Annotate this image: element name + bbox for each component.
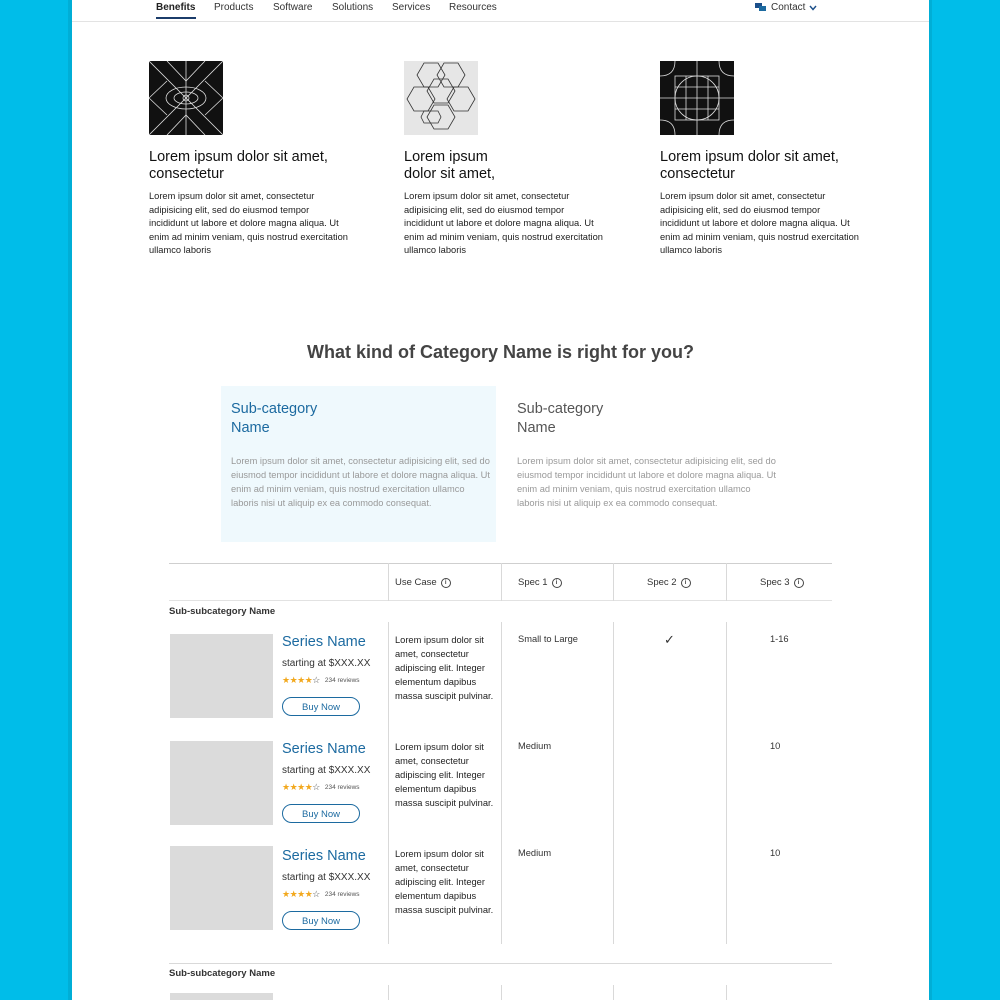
- chat-icon: [755, 3, 767, 13]
- column-header-spec-2[interactable]: [647, 577, 691, 588]
- nav-item-products[interactable]: Products: [214, 2, 254, 13]
- info-icon[interactable]: i: [681, 578, 691, 588]
- buy-now-button[interactable]: Buy Now: [282, 697, 360, 716]
- use-case-cell: Lorem ipsum dolor sit amet, consectetur adipiscing elit. Integer elementum dapibus massa suscipit pulvinar.: [395, 635, 494, 701]
- group-divider: [169, 963, 832, 964]
- use-case-cell: Lorem ipsum dolor sit amet, consectetur adipiscing elit. Integer elementum dapibus massa suscipit pulvinar.: [395, 742, 494, 808]
- column-divider: [501, 622, 502, 944]
- star-rating-icon: ★★★★☆: [282, 782, 320, 792]
- price-text: starting at $XXX.XX: [282, 658, 371, 669]
- subcategory-name: Sub-category Name: [517, 401, 604, 436]
- nav-item-services[interactable]: Services: [392, 2, 431, 13]
- nav-item-solutions[interactable]: Solutions: [332, 2, 374, 13]
- category-heading: What kind of Category Name is right for you?: [306, 342, 695, 362]
- column-divider: [726, 563, 727, 601]
- check-icon: ✓: [664, 632, 675, 647]
- info-icon[interactable]: i: [441, 578, 451, 588]
- top-nav: [72, 0, 929, 22]
- series-name-link[interactable]: Series Name: [282, 741, 366, 757]
- column-header-spec-3[interactable]: [760, 577, 804, 588]
- feature-title: Lorem ipsum dolor sit amet, consectetur: [660, 149, 839, 182]
- chevron-down-icon: [809, 5, 817, 11]
- feature-body: Lorem ipsum dolor sit amet, consectetur adipisicing elit, sed do eiusmod tempor incididunt ut labore et dolore magna aliqua. Ut enim ad minim veniam, quis nostrud exercitation ullamco laboris: [404, 191, 603, 255]
- hexagon-pattern-image: [404, 61, 478, 135]
- feature-card-2: [404, 61, 604, 258]
- feature-card-3: [660, 61, 860, 258]
- spec-1-cell: Small to Large: [518, 634, 578, 644]
- nav-item-software[interactable]: Software: [273, 2, 313, 13]
- spec-1-cell: Medium: [518, 848, 552, 858]
- column-divider: [613, 985, 614, 1000]
- price-text: starting at $XXX.XX: [282, 765, 371, 776]
- rating: [282, 889, 360, 900]
- column-divider: [388, 563, 389, 601]
- contact-label: Contact: [771, 2, 806, 13]
- feature-title: Lorem ipsum dolor sit amet, consectetur: [149, 149, 328, 182]
- circle-grid-pattern-image: [660, 61, 734, 135]
- column-divider: [501, 985, 502, 1000]
- spec-3-cell: 1-16: [770, 634, 789, 644]
- info-icon[interactable]: i: [794, 578, 804, 588]
- spec-3-cell: 10: [770, 848, 781, 858]
- info-icon[interactable]: i: [552, 578, 562, 588]
- subcategory-card[interactable]: [507, 386, 782, 542]
- buy-now-button[interactable]: Buy Now: [282, 911, 360, 930]
- column-divider: [501, 563, 502, 601]
- star-rating-icon: ★★★★☆: [282, 889, 320, 899]
- column-header-label: Spec 3: [760, 577, 790, 588]
- use-case-cell: Lorem ipsum dolor sit amet, consectetur adipiscing elit. Integer elementum dapibus massa suscipit pulvinar.: [395, 849, 494, 915]
- nav-item-benefits[interactable]: Benefits: [156, 2, 196, 13]
- subcategory-name: Sub-category Name: [231, 401, 318, 436]
- column-header-label: Spec 2: [647, 577, 677, 588]
- column-divider: [388, 622, 389, 944]
- series-name-link[interactable]: Series Name: [282, 634, 366, 650]
- subcategory-card-selected[interactable]: [221, 386, 496, 542]
- contact-button[interactable]: [755, 2, 817, 13]
- column-divider: [613, 563, 614, 601]
- nav-item-resources[interactable]: Resources: [449, 2, 497, 13]
- price-text: starting at $XXX.XX: [282, 872, 371, 883]
- column-header-label: Use Case: [395, 577, 437, 588]
- column-divider: [388, 985, 389, 1000]
- column-divider: [726, 985, 727, 1000]
- product-image[interactable]: [170, 741, 273, 825]
- spec-1-cell: Medium: [518, 741, 552, 751]
- column-header-use-case[interactable]: [395, 577, 451, 588]
- reviews-count: 234 reviews: [324, 677, 360, 684]
- feature-body: Lorem ipsum dolor sit amet, consectetur adipisicing elit, sed do eiusmod tempor incididunt ut labore et dolore magna aliqua. Ut enim ad minim veniam, quis nostrud exercitation ullamco laboris: [149, 191, 348, 255]
- column-header-spec-1[interactable]: [518, 577, 562, 588]
- column-divider: [613, 622, 614, 944]
- feature-title: Lorem ipsum dolor sit amet,: [404, 149, 496, 182]
- rating: [282, 675, 360, 686]
- subsubcategory-heading: Sub-subcategory Name: [169, 606, 276, 617]
- series-name-link[interactable]: Series Name: [282, 848, 366, 864]
- product-image[interactable]: [170, 993, 273, 1000]
- star-rating-icon: ★★★★☆: [282, 675, 320, 685]
- feature-body: Lorem ipsum dolor sit amet, consectetur adipisicing elit, sed do eiusmod tempor incididunt ut labore et dolore magna aliqua. Ut enim ad minim veniam, quis nostrud exercitation ullamco laboris: [660, 191, 859, 255]
- page: [72, 0, 929, 1000]
- spec-3-cell: 10: [770, 741, 781, 751]
- column-header-label: Spec 1: [518, 577, 548, 588]
- reviews-count: 234 reviews: [324, 891, 360, 898]
- geometric-pattern-image: [149, 61, 223, 135]
- subsubcategory-heading: Sub-subcategory Name: [169, 968, 276, 979]
- nav-active-underline: [156, 17, 196, 19]
- subcategory-body: Lorem ipsum dolor sit amet, consectetur adipisicing elit, sed do eiusmod tempor incididunt ut labore et dolore magna aliqua. Ut enim ad minim veniam, quis nostrud exercitation ullamco laboris nisi ut aliquip ex ea commodo consequat.: [231, 456, 490, 508]
- buy-now-button[interactable]: Buy Now: [282, 804, 360, 823]
- product-image[interactable]: [170, 846, 273, 930]
- rating: [282, 782, 360, 793]
- product-image[interactable]: [170, 634, 273, 718]
- subcategory-body: Lorem ipsum dolor sit amet, consectetur adipisicing elit, sed do eiusmod tempor incididunt ut labore et dolore magna aliqua. Ut enim ad minim veniam, quis nostrud exercitation ullamco laboris nisi ut aliquip ex ea commodo consequat.: [517, 456, 776, 508]
- column-divider: [726, 622, 727, 944]
- feature-card-1: [149, 61, 349, 258]
- reviews-count: 234 reviews: [324, 784, 360, 791]
